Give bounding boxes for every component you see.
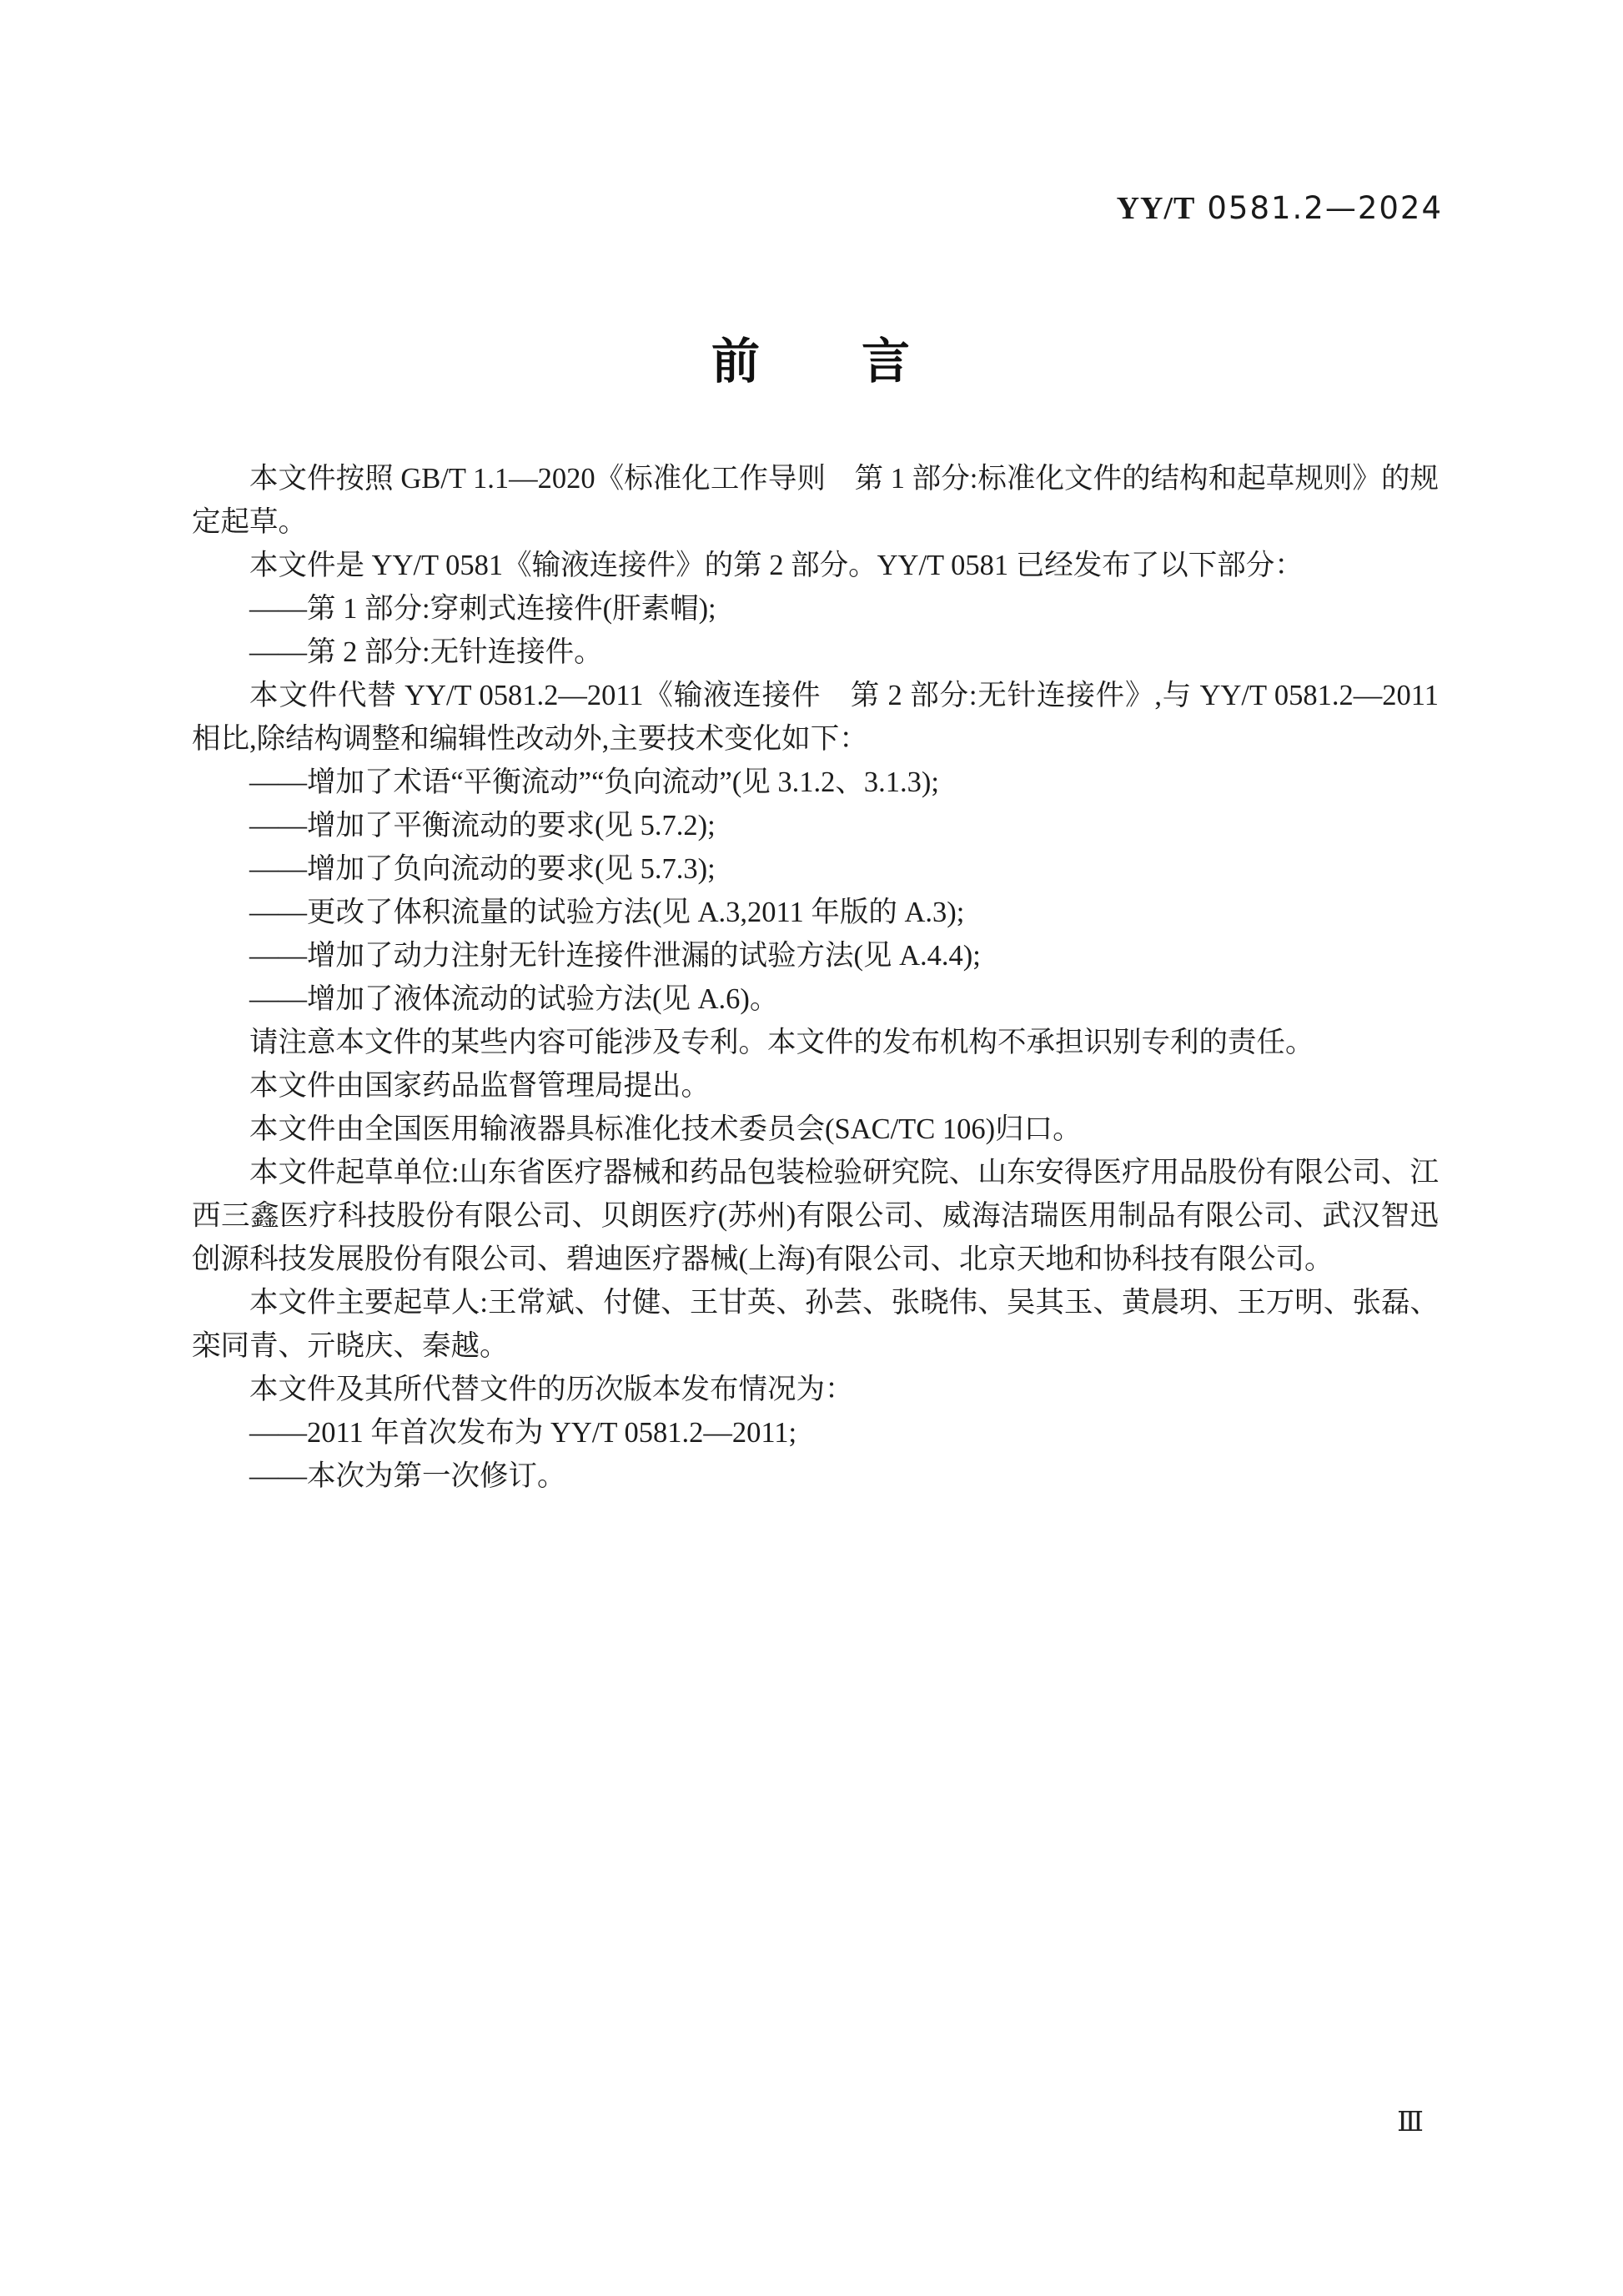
paragraph-centralized-by: 本文件由全国医用输液器具标准化技术委员会(SAC/TC 106)归口。 — [249, 1113, 1082, 1145]
paragraph-scope-basis: 本文件按照 GB/T 1.1—2020《标准化工作导则 第 1 部分:标准化文件的结构和起草规则》的规定起草。 — [192, 463, 1439, 538]
page-title: 前 言 — [711, 334, 912, 389]
list-item-change-liquid-flow: ——增加了液体流动的试验方法(见 A.6)。 — [249, 983, 779, 1015]
paragraph-series-intro: 本文件是 YY/T 0581《输液连接件》的第 2 部分。YY/T 0581 已经发布了以下部分： — [249, 550, 1304, 581]
list-item-edition-2011: ——2011 年首次发布为 YY/T 0581.2—2011; — [249, 1417, 797, 1449]
list-item-part-2: ——第 2 部分:无针连接件。 — [249, 636, 603, 668]
list-item-change-negative-flow: ——增加了负向流动的要求(见 5.7.3); — [249, 853, 716, 885]
running-header — [192, 190, 1443, 227]
standard-code-prefix: YY/T — [1116, 191, 1196, 226]
paragraph-edition-history-intro: 本文件及其所代替文件的历次版本发布情况为： — [249, 1374, 854, 1405]
paragraph-replacement: 本文件代替 YY/T 0581.2—2011《输液连接件 第 2 部分:无针连接件》,与 YY/T 0581.2—2011 相比,除结构调整和编辑性改动外,主要技术变化如下： — [192, 680, 1439, 755]
standard-code-number: 0581.2—2024 — [1207, 190, 1443, 226]
list-item-change-balanced-flow: ——增加了平衡流动的要求(见 5.7.2); — [249, 810, 716, 842]
list-item-first-revision: ——本次为第一次修订。 — [249, 1460, 566, 1492]
list-item-change-terms: ——增加了术语“平衡流动”“负向流动”(见 3.1.2、3.1.3); — [249, 766, 939, 798]
paragraph-main-drafters: 本文件主要起草人:王常斌、付健、王甘英、孙芸、张晓伟、吴其玉、黄晨玥、王万明、张磊、栾同青、亓晓庆、秦越。 — [192, 1287, 1439, 1362]
paragraph-drafting-organizations: 本文件起草单位:山东省医疗器械和药品包装检验研究院、山东安得医疗用品股份有限公司、江西三鑫医疗科技股份有限公司、贝朗医疗(苏州)有限公司、威海洁瑞医用制品有限公司、武汉智迅创源科技发展股份有限公司、碧迪医疗器械(上海)有限公司、北京天地和协科技有限公司。 — [192, 1157, 1439, 1275]
foreword-body — [192, 457, 1439, 1498]
page-number: Ⅲ — [1397, 2108, 1424, 2138]
list-item-change-volume-flow: ——更改了体积流量的试验方法(见 A.3,2011 年版的 A.3); — [249, 897, 965, 928]
paragraph-proposed-by: 本文件由国家药品监督管理局提出。 — [249, 1070, 710, 1102]
list-item-part-1: ——第 1 部分:穿刺式连接件(肝素帽); — [249, 593, 716, 625]
list-item-change-leakage-test: ——增加了动力注射无针连接件泄漏的试验方法(见 A.4.4); — [249, 940, 981, 972]
paragraph-patent-notice: 请注意本文件的某些内容可能涉及专利。本文件的发布机构不承担识别专利的责任。 — [249, 1027, 1314, 1058]
